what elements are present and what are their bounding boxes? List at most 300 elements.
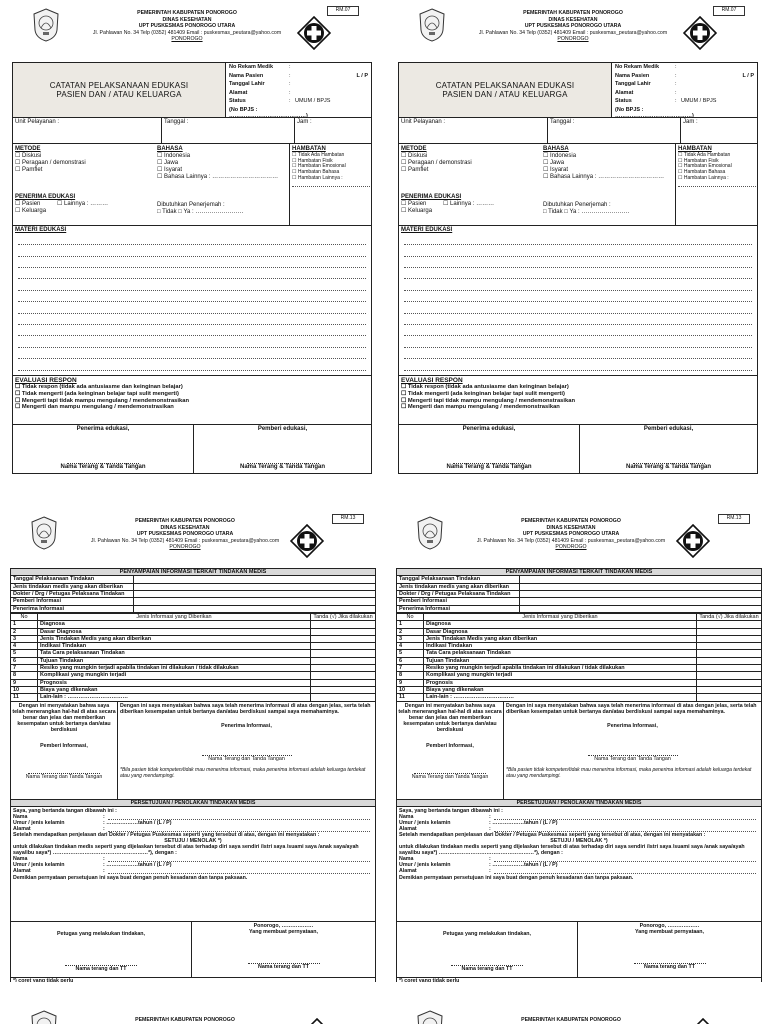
info-row-value[interactable] <box>134 583 376 590</box>
metode-option-label: Diskusi <box>22 152 42 159</box>
checkbox-icon: ☐ <box>157 173 165 180</box>
penerima-section <box>15 194 155 215</box>
bahasa-option[interactable] <box>157 153 287 160</box>
info-row-value[interactable] <box>134 590 376 597</box>
metode-option-label: Pamflet <box>408 166 429 173</box>
materi-line[interactable] <box>404 348 752 359</box>
item-checkmark-cell[interactable] <box>311 694 376 701</box>
penerima-lainnya-option[interactable] <box>443 201 494 208</box>
item-number: 4 <box>397 643 424 650</box>
nama-ttd-label: Nama Terang & Tanda Tangan <box>60 463 146 470</box>
info-row-value[interactable] <box>134 576 376 583</box>
hambatan-title: HAMBATAN <box>292 146 326 152</box>
pembuat-label: Yang membuat pernyataan, <box>635 928 704 935</box>
materi-line[interactable] <box>18 245 366 256</box>
item-number: 10 <box>11 687 38 694</box>
hambatan-lainnya-line <box>292 182 370 187</box>
patient-field <box>615 90 754 99</box>
hambatan-option-label: Tidak Ada Hambatan <box>297 151 345 158</box>
materi-title: MATERI EDUKASI <box>15 227 67 233</box>
field-value[interactable]: : ………………tahun / (L / P) <box>103 862 172 869</box>
bahasa-option-label: Indonesia <box>164 152 191 159</box>
hambatan-option-label: Hambatan Emosional <box>683 163 732 170</box>
item-checkmark-cell[interactable] <box>311 672 376 679</box>
checkbox-icon: ☐ <box>443 200 451 207</box>
items-header-row <box>11 613 376 620</box>
penerima-lainnya-option[interactable] <box>57 201 108 208</box>
item-checkmark-cell[interactable] <box>697 628 762 635</box>
section-row <box>11 569 376 576</box>
info-row <box>397 583 762 590</box>
item-checkmark-cell[interactable] <box>311 657 376 664</box>
materi-line[interactable] <box>18 302 366 313</box>
checkbox-icon: ☐ <box>543 173 551 180</box>
materi-line[interactable] <box>404 325 752 336</box>
materi-line[interactable] <box>18 348 366 359</box>
materi-box <box>398 226 758 376</box>
header-line3: UPT PUSKESMAS PONOROGO UTARA <box>138 23 236 29</box>
bahasa-option[interactable] <box>543 160 673 167</box>
penerima-statement <box>118 702 375 799</box>
penerima-title: PENERIMA EDUKASI <box>401 194 462 200</box>
tanggal-field: Tanggal : <box>548 118 681 143</box>
info-item-row <box>11 650 376 657</box>
nama-ttd-label: Nama Terang & Tanda Tangan <box>625 463 711 470</box>
colon: : <box>489 813 491 820</box>
info-row-value[interactable] <box>520 590 762 597</box>
item-text: Tata Cara pelaksanaan Tindakan <box>38 650 311 657</box>
demikian-text: Demikian pernyataan persetujuan ini saya buat dengan penuh kesadaran dan tanpa paksaan. <box>13 874 248 881</box>
materi-line[interactable] <box>404 302 752 313</box>
info-items-table <box>396 613 762 702</box>
patient-field <box>615 98 754 107</box>
checkbox-icon: ☐ <box>401 200 409 207</box>
evaluasi-option[interactable] <box>15 404 369 411</box>
materi-line[interactable] <box>18 336 366 347</box>
persetujuan-body <box>11 807 375 882</box>
pemberi-informasi-label: Pemberi Informasi, <box>426 743 474 750</box>
patient-identity <box>612 63 757 120</box>
materi-line[interactable] <box>18 291 366 302</box>
nama-tt-label: Nama terang dan TT <box>75 965 127 972</box>
bahasa-option[interactable] <box>543 167 673 174</box>
checkbox-icon: ☐ <box>401 391 408 398</box>
patient-field-label: (No BPJS : ……………………………………) <box>229 106 308 120</box>
informasi-body <box>10 568 376 982</box>
bahasa-option[interactable] <box>157 160 287 167</box>
patient-field <box>615 73 754 82</box>
materi-line[interactable] <box>18 279 366 290</box>
checkbox-icon: ☐ <box>15 200 23 207</box>
institution-header <box>458 10 688 43</box>
persetujuan-box <box>396 800 762 922</box>
petugas-signature <box>11 922 192 977</box>
item-checkmark-cell[interactable] <box>311 621 376 628</box>
checkbox-icon: ☐ <box>292 157 298 164</box>
form-header <box>396 512 762 566</box>
field-value[interactable]: : ………………tahun / (L / P) <box>489 819 558 826</box>
checkbox-icon: ☐ <box>15 207 23 214</box>
penerjemah-options[interactable]: □ Tidak □ Ya : …………………… <box>157 208 244 215</box>
item-text: Indikasi Tindakan <box>424 643 697 650</box>
penerima-keluarga-label: Keluarga <box>22 207 47 214</box>
materi-line[interactable] <box>18 314 366 325</box>
nama-ttd-label: Nama Terang dan Tanda Tangan <box>594 755 671 762</box>
info-row-label: Dokter / Drg / Petugas Pelaksana Tindakan <box>11 590 134 597</box>
info-row <box>397 598 762 605</box>
penerima-statement-text: Dengan ini saya menyatakan bahwa saya telah menerima informasi di atas dengan jelas, serta telah diberikan kesempatan untuk bertanya dan/atau berdiskusi sampai saya memahaminya. <box>120 702 371 715</box>
penerima-keluarga-option[interactable] <box>15 208 155 215</box>
info-item-row <box>397 687 762 694</box>
colon: : <box>675 64 677 70</box>
item-text: Komplikasi yang mungkin terjadi <box>38 672 311 679</box>
informasi-form <box>10 512 376 982</box>
col-tanda-header: Tanda (√) Jika dilakukan <box>311 613 376 620</box>
info-header-table <box>10 568 376 613</box>
hambatan-option-label: Hambatan Fisik <box>683 157 719 164</box>
item-text: Prognosis <box>424 679 697 686</box>
metode-option-label: Peragaan / demonstrasi <box>408 159 472 166</box>
header-line2: DINAS KESEHATAN <box>546 524 596 531</box>
colon: : <box>289 89 291 96</box>
item-number: 5 <box>397 650 424 657</box>
bahasa-title: BAHASA <box>157 146 183 152</box>
institution-header <box>70 1017 300 1024</box>
metode-option[interactable] <box>401 167 541 174</box>
materi-line[interactable] <box>18 234 366 245</box>
footnote-text: *Bila pasien tidak kompeten/tidak mau menerima informasi, maka penerima informasi adalah keluarga terdekat atau yang mendampingi. <box>506 766 752 779</box>
title-line-2: PASIEN DAN / ATAU KELUARGA <box>442 90 568 99</box>
header-line5: PONOROGO <box>555 544 587 550</box>
patient-field-label: Status <box>229 98 246 105</box>
checkbox-icon: ☐ <box>678 163 684 170</box>
checkbox-icon: ☐ <box>157 166 165 173</box>
item-checkmark-cell[interactable] <box>311 628 376 635</box>
form-header <box>10 512 376 566</box>
untuk-text: untuk dilakukan tindakan medis seperti yang dijelaskan tersebut di atas terhadap diri saya sendiri /istri saya /suami saya /anak saya/ayah saya/ibu saya*) ………………………………………………*), dengan : <box>13 844 359 857</box>
item-checkmark-cell[interactable] <box>311 643 376 650</box>
item-checkmark-cell[interactable] <box>697 672 762 679</box>
gender-field: L / P <box>742 72 754 79</box>
nama-tt-label: Nama terang dan TT <box>258 963 309 970</box>
field-label: Umur / jenis kelamin <box>399 819 451 826</box>
field-value[interactable]: : ………………tahun / (L / P) <box>103 819 172 826</box>
info-row-label: Penerima Informasi <box>397 605 520 612</box>
metode-option-label: Pamflet <box>22 166 43 173</box>
nama-ttd-label: Nama Terang & Tanda Tangan <box>239 463 325 470</box>
patient-identity <box>226 63 371 120</box>
bahasa-option[interactable] <box>543 153 673 160</box>
info-item-row <box>397 665 762 672</box>
colon: : <box>675 89 677 96</box>
item-number: 7 <box>11 665 38 672</box>
petugas-label: Petugas yang melakukan tindakan, <box>442 930 532 937</box>
setuju-menolak-choice[interactable]: SETUJU / MENOLAK *) <box>164 838 222 845</box>
form-title <box>13 63 226 117</box>
item-text: Prognosis <box>38 679 311 686</box>
item-checkmark-cell[interactable] <box>311 687 376 694</box>
info-row <box>11 590 376 597</box>
colon: : <box>103 813 105 820</box>
nama-tt-label: Nama terang dan TT <box>461 965 513 972</box>
pemberi-statement <box>397 702 504 799</box>
edukasi-signature-box <box>12 424 372 474</box>
materi-line[interactable] <box>404 234 752 245</box>
penerima-keluarga-label: Keluarga <box>408 207 433 214</box>
puskesmas-logo-icon <box>686 1018 720 1024</box>
informasi-body <box>396 568 762 982</box>
penerjemah-options[interactable]: □ Tidak □ Ya : …………………… <box>543 208 630 215</box>
partial-header <box>10 1004 376 1024</box>
persetujuan-body <box>397 807 761 882</box>
metode-option[interactable] <box>15 167 155 174</box>
checkbox-icon: ☐ <box>401 384 408 391</box>
materi-line[interactable] <box>404 268 752 279</box>
materi-line[interactable] <box>404 359 752 370</box>
item-text: Dasar Diagnosa <box>38 628 311 635</box>
checkbox-icon: ☐ <box>292 169 298 176</box>
item-checkmark-cell[interactable] <box>697 650 762 657</box>
field-label: Umur / jenis kelamin <box>13 819 65 826</box>
metode-option[interactable] <box>401 160 541 167</box>
penerima-sign-label: Penerima edukasi, <box>462 426 516 432</box>
checkbox-icon: ☐ <box>57 200 65 207</box>
patient-field-label: (No BPJS : ……………………………………) <box>615 106 694 120</box>
info-row-value[interactable] <box>520 598 762 605</box>
info-item-row <box>11 672 376 679</box>
header-line1: PEMERINTAH KABUPATEN PONOROGO <box>137 10 237 16</box>
info-row <box>11 605 376 612</box>
hambatan-option-label: Tidak Ada Hambatan <box>683 151 731 158</box>
rm-code-badge: RM.13 <box>332 514 364 524</box>
persetujuan-signature-box <box>396 922 762 978</box>
bahasa-option-label: Isyarat <box>550 166 569 173</box>
materi-line[interactable] <box>404 279 752 290</box>
penerima-informasi-label: Penerima Informasi, <box>221 722 272 729</box>
header-line1: PEMERINTAH KABUPATEN PONOROGO <box>135 518 235 524</box>
patient-field <box>229 106 368 120</box>
item-checkmark-cell[interactable] <box>311 635 376 642</box>
pemberi-statement <box>11 702 118 799</box>
info-row-value[interactable] <box>520 605 762 612</box>
ponorogo-date: Ponorogo, ……………… <box>253 922 314 929</box>
item-text: Tujuan Tindakan <box>424 657 697 664</box>
materi-line[interactable] <box>404 314 752 325</box>
item-checkmark-cell[interactable] <box>697 657 762 664</box>
penerima-pasien-option[interactable] <box>15 201 57 208</box>
pemberi-statement-text: Dengan ini menyatakan bahwa saya telah menerangkan hal-hal di atas secara benar dan jelas dan memberikan kesempatan untuk bertanya dan/atau berdiskusi <box>398 702 502 733</box>
institution-header <box>70 518 300 551</box>
field-value[interactable]: : ………………tahun / (L / P) <box>489 862 558 869</box>
evaluasi-option[interactable] <box>401 391 755 398</box>
hambatan-lainnya-line <box>678 182 756 187</box>
penerima-keluarga-option[interactable] <box>401 208 541 215</box>
penerima-statement-text: Dengan ini saya menyatakan bahwa saya telah menerima informasi di atas dengan jelas, serta telah diberikan kesempatan untuk bertanya dan/atau berdiskusi sampai saya memahaminya. <box>506 702 757 715</box>
item-checkmark-cell[interactable] <box>311 665 376 672</box>
checkbox-icon: ☐ <box>401 152 409 159</box>
evaluasi-title: EVALUASI RESPON <box>15 377 77 384</box>
edukasi-form <box>398 4 758 424</box>
info-row-value[interactable] <box>134 605 376 612</box>
field-label: Nama <box>13 856 28 863</box>
item-text: Resiko yang mungkin terjadi apabila tindakan ini dilakukan / tidak dilakukan <box>424 665 697 672</box>
header-line2: DINAS KESEHATAN <box>162 16 212 23</box>
info-item-row <box>397 635 762 642</box>
header-line2: DINAS KESEHATAN <box>548 16 598 23</box>
field-label: Nama <box>399 813 414 820</box>
bahasa-title: BAHASA <box>543 146 569 152</box>
penerjemah-label: Dibutuhkan Penerjemah : <box>543 202 611 208</box>
info-item-row <box>11 657 376 664</box>
bahasa-option-label: Bahasa Lainnya : …………………………… <box>550 173 665 180</box>
title-line-1: CATATAN PELAKSANAAN EDUKASI <box>435 80 575 90</box>
kabupaten-crest-icon <box>416 516 444 550</box>
service-row <box>398 118 758 144</box>
item-checkmark-cell[interactable] <box>697 621 762 628</box>
colon: : <box>103 868 105 875</box>
evaluasi-option-label: Mengerti dan mampu mengulang / mendemonstrasikan <box>21 404 174 411</box>
item-checkmark-cell[interactable] <box>697 665 762 672</box>
colon: : <box>289 72 291 79</box>
metode-option[interactable] <box>15 160 155 167</box>
penerjemah-section <box>543 202 673 216</box>
nama-ttd-label: Nama Terang dan Tanda Tangan <box>25 774 103 781</box>
next-form-partial <box>10 1004 376 1024</box>
institution-header <box>456 1017 686 1024</box>
bahasa-option-label: Isyarat <box>164 166 183 173</box>
checkbox-icon: ☐ <box>401 404 408 411</box>
gender-field: L / P <box>356 72 368 79</box>
title-line-2: PASIEN DAN / ATAU KELUARGA <box>56 90 182 99</box>
header-line4: Jl. Pahlawan No. 34 Telp (0352) 481409 Email : puskesmas_peutara@yahoo.com <box>478 29 668 36</box>
item-number: 9 <box>397 679 424 686</box>
materi-line[interactable] <box>18 325 366 336</box>
col-jenis-header: Jenis Informasi yang Diberikan <box>424 613 697 620</box>
field-line[interactable] <box>108 868 370 874</box>
item-checkmark-cell[interactable] <box>311 650 376 657</box>
materi-line[interactable] <box>404 245 752 256</box>
bahasa-option[interactable] <box>157 167 287 174</box>
colon: : <box>489 825 491 832</box>
info-row-value[interactable] <box>134 598 376 605</box>
checkbox-icon: ☐ <box>292 163 298 170</box>
ponorogo-date: Ponorogo, ……………… <box>639 922 700 929</box>
pemberi-statement-text: Dengan ini menyatakan bahwa saya telah menerangkan hal-hal di atas secara benar dan jelas dan memberikan kesempatan untuk bertanya dan/atau berdiskusi <box>12 702 116 733</box>
institution-header <box>72 10 302 43</box>
kabupaten-crest-icon <box>418 8 446 42</box>
hambatan-option-label: Hambatan Bahasa <box>297 169 340 176</box>
bahasa-section <box>157 146 287 180</box>
item-text: Komplikasi yang mungkin terjadi <box>424 672 697 679</box>
header-line4: Jl. Pahlawan No. 34 Telp (0352) 481409 Email : puskesmas_peutara@yahoo.com <box>90 537 280 544</box>
item-checkmark-cell[interactable] <box>697 687 762 694</box>
pemberi-informasi-label: Pemberi Informasi, <box>40 743 88 750</box>
kabupaten-crest-icon <box>416 1010 444 1024</box>
materi-line[interactable] <box>404 336 752 347</box>
patient-field-label: Alamat <box>229 89 248 96</box>
hambatan-option-label: Hambatan Fisik <box>297 157 333 164</box>
colon: : <box>675 81 677 88</box>
item-checkmark-cell[interactable] <box>697 635 762 642</box>
evaluasi-option[interactable] <box>401 404 755 411</box>
edukasi-signature-box <box>398 424 758 474</box>
patient-field <box>615 106 754 120</box>
evaluasi-option[interactable] <box>15 391 369 398</box>
setuju-menolak-choice[interactable]: SETUJU / MENOLAK *) <box>550 838 608 845</box>
header-line5: PONOROGO <box>557 36 589 42</box>
field-label: Umur / jenis kelamin <box>399 862 451 869</box>
item-checkmark-cell[interactable] <box>311 679 376 686</box>
info-item-row <box>11 665 376 672</box>
bahasa-option[interactable] <box>543 174 673 181</box>
penerima-signature <box>13 425 194 473</box>
materi-line[interactable] <box>404 291 752 302</box>
info-row-value[interactable] <box>520 576 762 583</box>
section-title-informasi: PENYAMPAIAN INFORMASI TERKAIT TINDAKAN MEDIS <box>397 569 762 576</box>
field-line[interactable] <box>494 868 756 874</box>
pembuat-signature <box>192 922 375 977</box>
informasi-form <box>396 512 762 982</box>
item-text: Tujuan Tindakan <box>38 657 311 664</box>
header-line1: PEMERINTAH KABUPATEN PONOROGO <box>523 10 623 16</box>
col-no-header: No <box>11 613 38 620</box>
metode-option[interactable] <box>15 153 155 160</box>
metode-section <box>15 146 155 174</box>
checkbox-icon: ☐ <box>15 166 23 173</box>
puskesmas-logo-icon <box>290 524 324 558</box>
persetujuan-signature-box <box>10 922 376 978</box>
penerima-pasien-option[interactable] <box>401 201 443 208</box>
materi-line[interactable] <box>18 359 366 370</box>
colon: : <box>675 98 677 105</box>
header-line3: UPT PUSKESMAS PONOROGO UTARA <box>524 23 622 29</box>
item-text: Jenis Tindakan Medis yang akan diberikan <box>424 635 697 642</box>
info-item-row <box>11 635 376 642</box>
item-checkmark-cell[interactable] <box>697 643 762 650</box>
setelah-text: Setelah mendapatkan penjelasan dari Dokter / Petugas Puskesmas seperti yang tersebut di atas, dengan ini menyatakan : <box>13 832 320 839</box>
materi-line[interactable] <box>404 257 752 268</box>
section-title-persetujuan: PERSETUJUAN / PENOLAKAN TINDAKAN MEDIS <box>397 800 761 807</box>
materi-line[interactable] <box>18 257 366 268</box>
persetujuan-box <box>10 800 376 922</box>
section-row <box>397 569 762 576</box>
rm-code-badge: RM.13 <box>718 514 750 524</box>
info-row-value[interactable] <box>520 583 762 590</box>
colon: : <box>289 81 291 88</box>
edukasi-form <box>12 4 372 424</box>
hambatan-option-label: Hambatan Lainnya : <box>683 174 729 181</box>
colon: : <box>103 825 105 832</box>
nama-tt-label: Nama terang dan TT <box>644 963 695 970</box>
statement-box <box>10 702 376 800</box>
puskesmas-logo-icon <box>300 1018 334 1024</box>
item-checkmark-cell[interactable] <box>697 679 762 686</box>
info-row-label: Pemberi Informasi <box>397 598 520 605</box>
col-no-header: No <box>397 613 424 620</box>
puskesmas-logo-icon <box>676 524 710 558</box>
penerjemah-label: Dibutuhkan Penerjemah : <box>157 202 225 208</box>
bahasa-option[interactable] <box>157 174 287 181</box>
materi-line[interactable] <box>18 268 366 279</box>
item-number: 1 <box>11 621 38 628</box>
title-line-1: CATATAN PELAKSANAAN EDUKASI <box>49 80 189 90</box>
metode-option[interactable] <box>401 153 541 160</box>
method-language-box <box>398 144 758 226</box>
field-label: Alamat <box>399 868 417 875</box>
colon: : <box>675 72 677 79</box>
item-checkmark-cell[interactable] <box>697 694 762 701</box>
checkbox-icon: ☐ <box>678 151 684 158</box>
